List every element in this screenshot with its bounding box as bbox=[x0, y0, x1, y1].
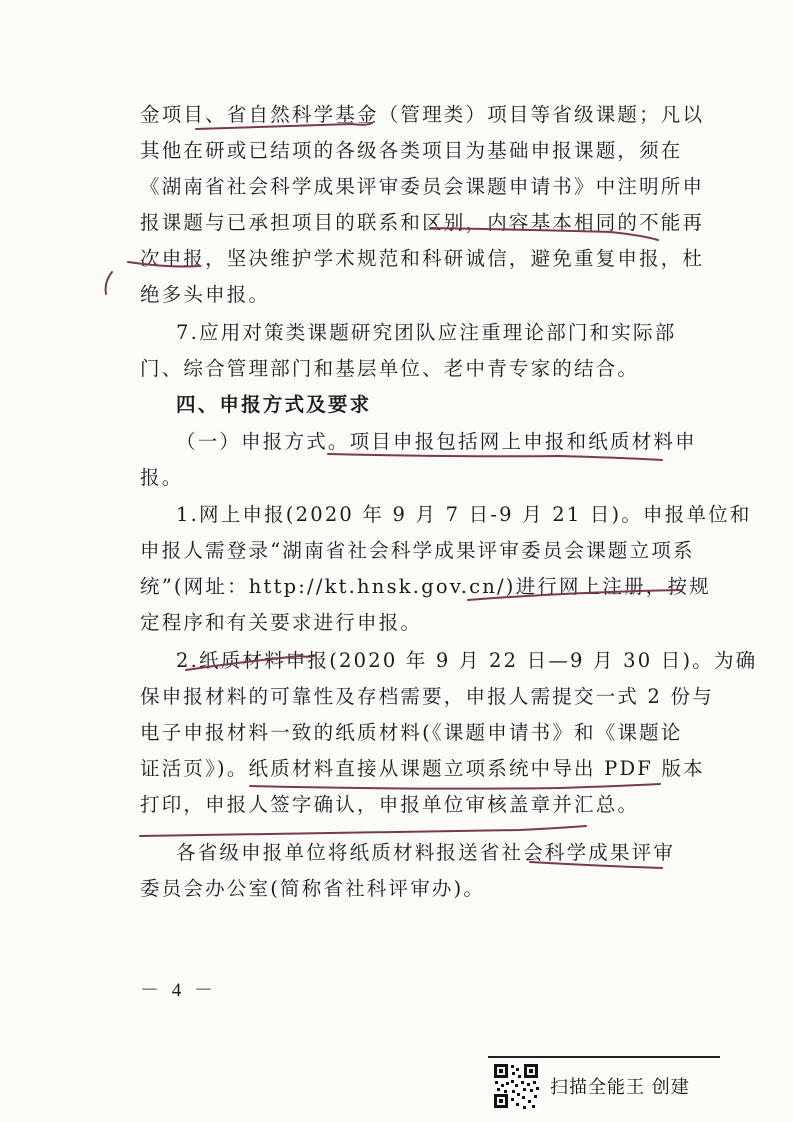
online-line-2: 申报人需登录“湖南省社会科学成果评审委员会课题立项系 bbox=[140, 539, 695, 562]
body-line-1: 金项目、省自然科学基金（管理类）项目等省级课题；凡以 bbox=[140, 103, 705, 126]
paper-line-1: 2.纸质材料申报(2020 年 9 月 22 日—9 月 30 日)。为确 bbox=[176, 649, 758, 672]
paper-line-5: 打印，申报人签字确认，申报单位审核盖章并汇总。 bbox=[140, 793, 640, 816]
page-number: － 4 － bbox=[140, 980, 218, 1001]
online-line-1: 1.网上申报(2020 年 9 月 7 日-9 月 21 日)。申报单位和 bbox=[176, 503, 752, 526]
paper-line-4: 证活页》)。纸质材料直接从课题立项系统中导出 PDF 版本 bbox=[140, 757, 705, 780]
body-line-2: 其他在研或已结项的各级各类项目为基础申报课题，须在 bbox=[140, 139, 683, 162]
paper-line-2: 保申报材料的可靠性及存档需要，申报人需提交一式 2 份与 bbox=[140, 685, 714, 708]
closing-line-2: 委员会办公室(简称省社科评审办)。 bbox=[140, 877, 486, 900]
paper-line-3: 电子申报材料一致的纸质材料(《课题申请书》和《课题论 bbox=[140, 721, 683, 744]
body-line-4: 报课题与已承担项目的联系和区别，内容基本相同的不能再 bbox=[140, 211, 705, 234]
scanner-label: 扫描全能王 创建 bbox=[550, 1077, 690, 1098]
body-line-6: 绝多头申报。 bbox=[140, 283, 271, 306]
subsection-line-2: 报。 bbox=[140, 466, 184, 489]
online-line-3: 统”(网址：http://kt.hnsk.gov.cn/)进行网上注册，按规 bbox=[140, 575, 711, 598]
scanner-watermark bbox=[488, 1056, 720, 1114]
body-line-3: 《湖南省社会科学成果评审委员会课题申请书》中注明所申 bbox=[140, 175, 705, 198]
item-7-line-1: 7.应用对策类课题研究团队应注重理论部门和实际部 bbox=[176, 321, 677, 344]
item-7-line-2: 门、综合管理部门和基层单位、老中青专家的结合。 bbox=[140, 357, 640, 380]
closing-line-1: 各省级申报单位将纸质材料报送省社会科学成果评审 bbox=[176, 841, 676, 864]
subsection-line-1: （一）申报方式。项目申报包括网上申报和纸质材料申 bbox=[176, 430, 697, 453]
section-heading: 四、申报方式及要求 bbox=[176, 393, 372, 416]
body-line-5: 次申报，坚决维护学术规范和科研诚信，避免重复申报，杜 bbox=[140, 247, 705, 270]
online-line-4: 定程序和有关要求进行申报。 bbox=[140, 611, 423, 634]
qr-code-icon bbox=[492, 1062, 540, 1110]
footer-rule bbox=[488, 1056, 720, 1058]
